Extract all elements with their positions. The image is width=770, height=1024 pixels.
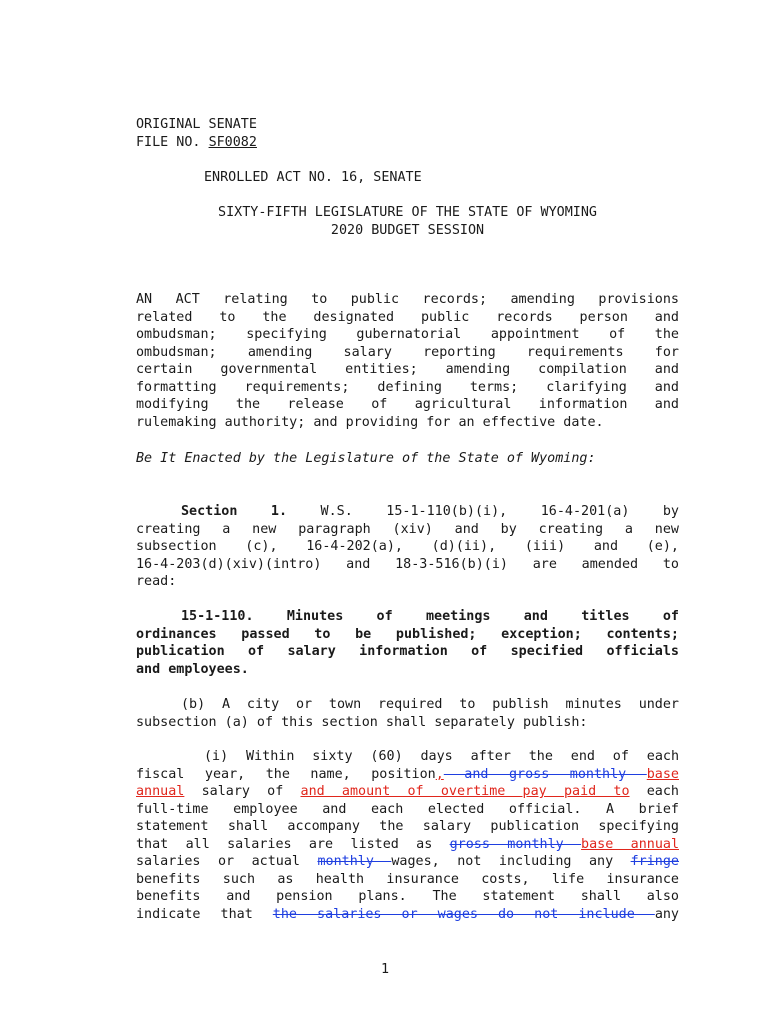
inserted-text: base: [646, 766, 679, 782]
act-line: ombudsman; amending salary reporting requirements for: [136, 344, 679, 360]
subsection-b-line: (b) A city or town required to publish minutes under: [181, 697, 679, 712]
statute-heading-line: publication of salary information of specified officials: [136, 644, 679, 659]
inserted-text: and amount of overtime pay paid to: [300, 784, 630, 799]
act-line-last: rulemaking authority; and providing for an effective date.: [136, 414, 604, 430]
enacting-clause: Be It Enacted by the Legislature of the State of Wyoming:: [136, 451, 596, 466]
section-1-line: creating a new paragraph (xiv) and by creating a new: [136, 521, 679, 537]
paragraph-i-line: (i) Within sixty (60) days after the end of each: [204, 749, 679, 764]
header-file-no: FILE NO. SF0082: [136, 134, 257, 150]
subsection-b: [136, 696, 679, 731]
paragraph-i-line: annual salary of and amount of overtime pay paid to each: [136, 784, 679, 799]
paragraph-i-line: benefits and pension plans. The statement shall also: [136, 889, 679, 904]
paragraph-i-line: fiscal year, the name, position, and gross monthly base: [136, 766, 679, 782]
act-line: modifying the release of agricultural information and: [136, 397, 679, 412]
section-1-line: subsection (c), 16-4-202(a), (d)(ii), (iii) and (e),: [136, 539, 679, 554]
act-line: related to the designated public records person and: [136, 309, 679, 325]
paragraph-i-line: benefits such as health insurance costs, life insurance: [136, 871, 679, 887]
statute-heading: [136, 608, 679, 678]
header-block: [136, 116, 679, 151]
section-1-line1: Section 1. W.S. 15-1-110(b)(i), 16-4-201(a) by: [181, 504, 679, 519]
deleted-text: and gross monthly: [443, 766, 647, 782]
page-number: 1: [380, 962, 390, 977]
deleted-text: monthly: [317, 854, 392, 869]
paragraph-i-line: full-time employee and each elected official. A brief: [136, 801, 679, 817]
act-line: certain governmental entities; amending compilation and: [136, 362, 679, 377]
subsection-b-line: subsection (a) of this section shall separately publish:: [136, 714, 588, 730]
act-line: formatting requirements; defining terms; clarifying and: [136, 379, 679, 395]
act-title-paragraph: [136, 291, 679, 431]
legislature-name: SIXTY-FIFTH LEGISLATURE OF THE STATE OF WYOMING: [218, 205, 597, 220]
section-1: [136, 503, 679, 591]
statute-heading-line: and employees.: [136, 661, 249, 677]
inserted-text: ,: [435, 766, 444, 782]
file-number: SF0082: [208, 134, 257, 150]
inserted-text: base annual: [581, 836, 679, 852]
paragraph-i-line: salaries or actual monthly wages, not including any fringe: [136, 854, 679, 869]
inserted-text: annual: [136, 784, 185, 799]
paragraph-i: [136, 748, 679, 923]
deleted-text: the salaries or wages do not include: [272, 906, 655, 922]
deleted-text: fringe: [630, 854, 679, 869]
act-line: ombudsman; specifying gubernatorial appointment of the: [136, 327, 679, 342]
statute-heading-line: 15-1-110. Minutes of meetings and titles of: [181, 609, 679, 624]
paragraph-i-line: indicate that the salaries or wages do not include any: [136, 906, 679, 922]
legislature-title: [136, 204, 679, 239]
statute-heading-line: ordinances passed to be published; exception; contents;: [136, 626, 679, 642]
section-1-line-last: read:: [136, 574, 177, 589]
header-original-senate: ORIGINAL SENATE: [136, 117, 257, 132]
deleted-text: gross monthly: [449, 836, 582, 852]
act-line: AN ACT relating to public records; amending provisions: [136, 292, 679, 307]
section-1-line: 16-4-203(d)(xiv)(intro) and 18-3-516(b)(i) are amended to: [136, 556, 679, 572]
section-1-heading: Section 1.: [181, 504, 288, 519]
session-name: 2020 BUDGET SESSION: [330, 222, 485, 238]
paragraph-i-line: statement shall accompany the salary publication specifying: [136, 819, 679, 834]
enrolled-act: ENROLLED ACT NO. 16, SENATE: [204, 170, 422, 185]
paragraph-i-line: that all salaries are listed as gross monthly base annual: [136, 836, 679, 852]
